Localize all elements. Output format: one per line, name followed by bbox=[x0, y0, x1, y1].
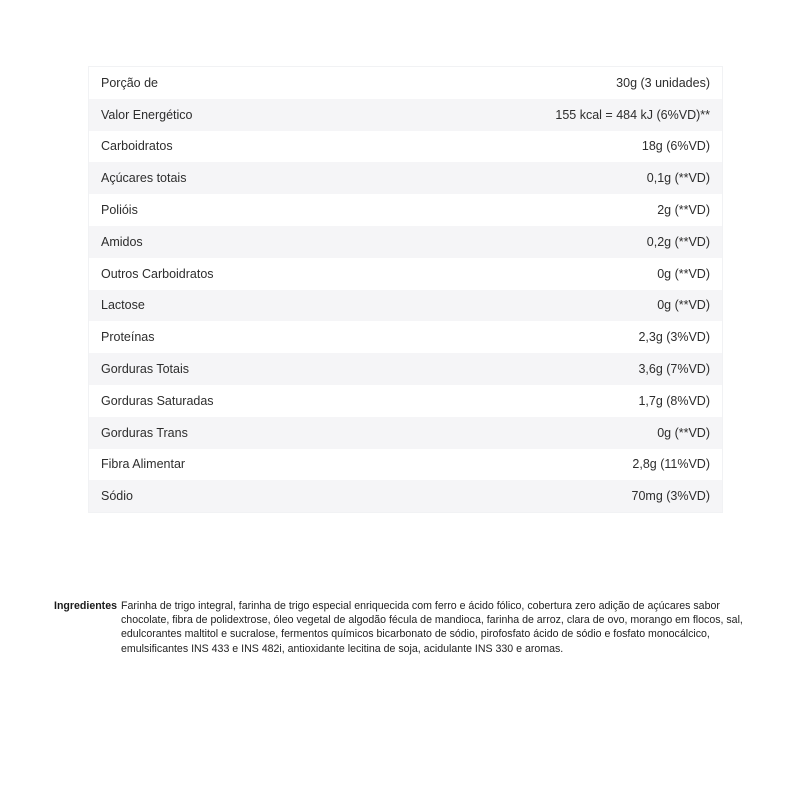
nutrition-row-other-carbohydrates bbox=[89, 258, 722, 290]
row-label: Proteínas bbox=[101, 330, 155, 345]
ingredients-text: Farinha de trigo integral, farinha de trigo especial enriquecida com ferro e ácido fólico, cobertura zero adição de açúcares sabor chocolate, fibra de polidextrose, óleo vegetal de algodão fécula de mandioca, farinha de arroz, clara de ovo, morango em flocos, sal, edulcorantes maltitol e sucralose, fermentos químicos bicarbonato de sódio, pirofosfato ácido de sódio e fosfato monocálcico, emulsificantes INS 433 e INS 482i, antioxidante lecitina de soja, acidulante INS 330 e aromas. bbox=[121, 600, 743, 655]
row-label: Carboidratos bbox=[101, 139, 173, 154]
row-value: 155 kcal = 484 kJ (6%VD)** bbox=[555, 107, 710, 122]
row-value: 30g (3 unidades) bbox=[616, 75, 710, 90]
row-label: Gorduras Trans bbox=[101, 425, 188, 440]
nutrition-row-trans-fat bbox=[89, 417, 722, 449]
row-label: Gorduras Totais bbox=[101, 362, 190, 377]
nutrition-row-total-fat bbox=[89, 353, 722, 385]
row-label: Valor Energético bbox=[101, 107, 193, 122]
row-value: 2g (**VD) bbox=[657, 203, 710, 218]
row-label: Outros Carboidratos bbox=[101, 266, 214, 281]
row-value: 18g (6%VD) bbox=[641, 139, 710, 154]
nutrition-row-lactose bbox=[89, 290, 722, 322]
nutrition-row-dietary-fiber bbox=[89, 449, 722, 481]
row-label: Lactose bbox=[101, 298, 145, 313]
row-value: 0,2g (**VD) bbox=[646, 234, 710, 249]
row-label: Amidos bbox=[101, 234, 143, 249]
row-value: 0g (**VD) bbox=[657, 298, 710, 313]
row-label: Açúcares totais bbox=[101, 171, 187, 186]
nutrition-row-carbohydrates bbox=[89, 131, 722, 163]
row-label: Sódio bbox=[101, 489, 133, 504]
nutrition-row-starches bbox=[89, 226, 722, 258]
nutrition-row-polyols bbox=[89, 194, 722, 226]
nutrition-row-saturated-fat bbox=[89, 385, 722, 417]
nutrition-row-proteins bbox=[89, 321, 722, 353]
nutrition-row-sodium bbox=[89, 480, 722, 512]
ingredients-title: Ingredientes bbox=[54, 600, 117, 612]
row-value: 1,7g (8%VD) bbox=[638, 393, 710, 408]
row-value: 3,6g (7%VD) bbox=[638, 362, 710, 377]
row-label: Porção de bbox=[101, 75, 158, 90]
row-value: 0g (**VD) bbox=[657, 266, 710, 281]
nutrition-row-energy bbox=[89, 99, 722, 131]
nutrition-table bbox=[88, 66, 723, 513]
row-label: Fibra Alimentar bbox=[101, 457, 186, 472]
row-value: 0g (**VD) bbox=[657, 425, 710, 440]
nutrition-row-total-sugars bbox=[89, 162, 722, 194]
row-value: 2,3g (3%VD) bbox=[638, 330, 710, 345]
row-label: Gorduras Saturadas bbox=[101, 393, 214, 408]
ingredients-block bbox=[54, 599, 764, 656]
row-value: 0,1g (**VD) bbox=[646, 171, 710, 186]
nutrition-row-portion bbox=[89, 67, 722, 99]
row-value: 2,8g (11%VD) bbox=[632, 457, 710, 472]
row-value: 70mg (3%VD) bbox=[631, 489, 710, 504]
row-label: Polióis bbox=[101, 203, 138, 218]
